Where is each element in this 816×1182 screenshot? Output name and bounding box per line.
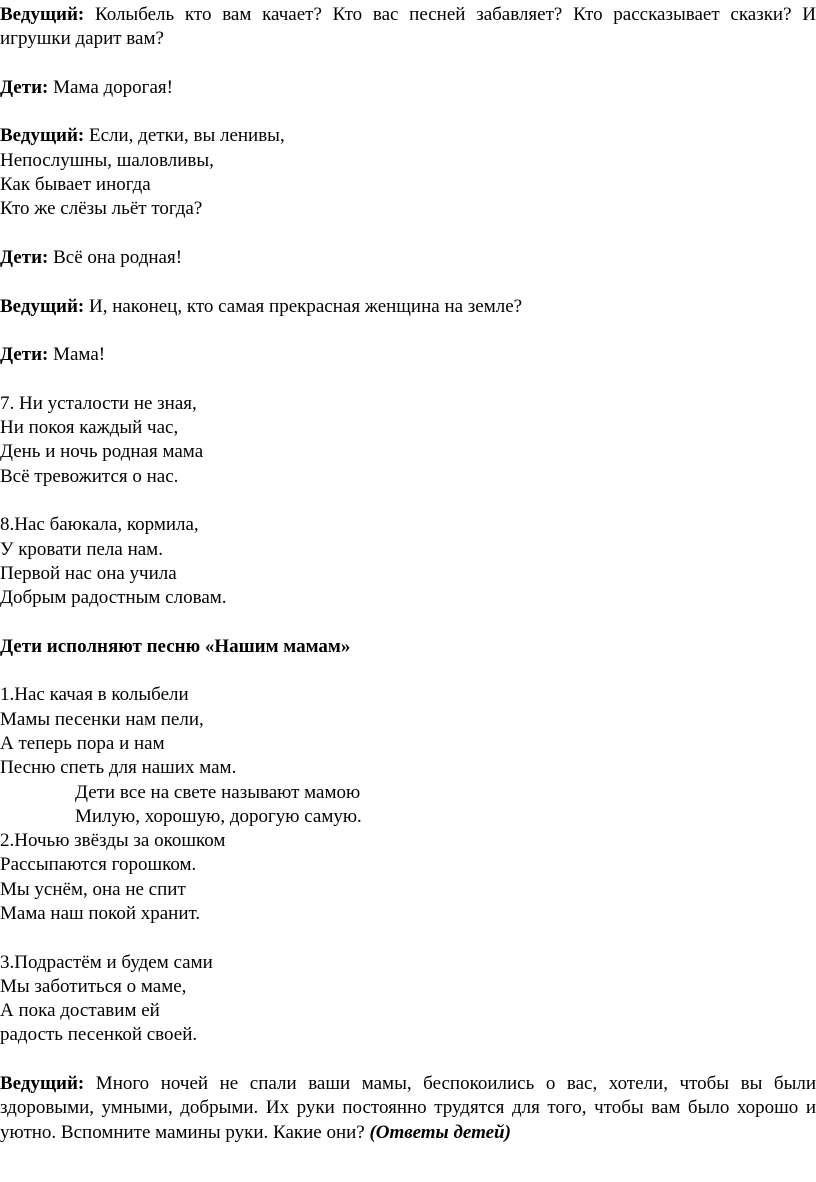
blank-line [0, 222, 816, 246]
paragraph-host-question [0, 3, 816, 52]
song-line: Мы заботиться о маме, [0, 975, 187, 997]
paragraph-text: Мама дорогая! [48, 76, 173, 98]
song-line: Мамы песенки нам пели, [0, 708, 204, 730]
blank-line [0, 610, 816, 634]
song-line: А теперь пора и нам [0, 732, 165, 754]
song-heading: Дети исполняют песню «Нашим мамам» [0, 635, 351, 657]
song-line: Мы уснём, она не спит [0, 878, 186, 900]
poem-line: Кто же слёзы льёт тогда? [0, 198, 203, 220]
song-verse-3 [0, 951, 816, 1048]
chorus-line: Дети все на свете называют мамою [75, 781, 361, 803]
song-chorus [0, 781, 816, 830]
speaker-label: Дети: [0, 344, 49, 366]
poem-line: Ведущий: Если, детки, вы ленивы, [0, 125, 285, 147]
song-line: Рассыпаются горошком. [0, 854, 197, 876]
speaker-label: Дети: [0, 76, 49, 98]
poem-line: 7. Ни усталости не зная, [0, 392, 197, 414]
poem-line: День и ночь родная мама [0, 441, 204, 463]
poem-line: Непослушны, шаловливы, [0, 149, 214, 171]
paragraph-text: Мама! [48, 344, 106, 366]
song-line: 1.Нас качая в колыбели [0, 684, 189, 706]
document-page [0, 3, 816, 1145]
speaker-label: Ведущий: [0, 1073, 85, 1095]
song-line: 3.Подрастём и будем сами [0, 951, 213, 973]
speaker-label: Ведущий: [0, 295, 85, 317]
poem-line: Первой нас она учила [0, 562, 177, 584]
song-line: А пока доставим ей [0, 1000, 160, 1022]
paragraph-children-answer [0, 343, 816, 367]
blank-line [0, 659, 816, 683]
stage-note: (Ответы детей) [369, 1121, 511, 1143]
blank-line [0, 100, 816, 124]
blank-line [0, 367, 816, 391]
poem-line: Всё тревожится о нас. [0, 465, 179, 487]
blank-line [0, 270, 816, 294]
song-line: Песню спеть для наших мам. [0, 757, 237, 779]
paragraph-children-answer [0, 76, 816, 100]
paragraph-host-poem [0, 124, 816, 221]
paragraph-text: Всё она родная! [48, 246, 183, 268]
poem-line: Как бывает иногда [0, 174, 151, 196]
poem-line: Добрым радостным словам. [0, 587, 227, 609]
paragraph-host-final [0, 1072, 816, 1145]
speaker-label: Дети: [0, 246, 49, 268]
paragraph-text: И, наконец, кто самая прекрасная женщина на земле? [84, 295, 523, 317]
song-line: Мама наш покой хранит. [0, 902, 201, 924]
blank-line [0, 926, 816, 950]
verse-8 [0, 513, 816, 610]
paragraph-children-answer [0, 246, 816, 270]
song-line: 2.Ночью звёзды за окошком [0, 830, 226, 852]
song-verse-1 [0, 683, 816, 780]
blank-line [0, 319, 816, 343]
paragraph-text: Много ночей не спали ваши мамы, беспокоились о вас, хотели, чтобы вы были здоровыми, умными, добрыми. Их руки постоянно трудятся для того, чтобы вам было хорошо и уютно. Вспомните мамины руки. Какие они? [0, 1073, 816, 1143]
blank-line [0, 489, 816, 513]
speaker-label: Ведущий: [0, 125, 85, 147]
poem-line: 8.Нас баюкала, кормила, [0, 514, 199, 536]
blank-line [0, 52, 816, 76]
song-verse-2 [0, 829, 816, 926]
blank-line [0, 1048, 816, 1072]
paragraph-text: Колыбель кто вам качает? Кто вас песней забавляет? Кто рассказывает сказки? И игрушки дарит вам? [0, 4, 816, 50]
chorus-line: Милую, хорошую, дорогую самую. [75, 805, 362, 827]
speaker-label: Ведущий: [0, 4, 85, 25]
poem-line: У кровати пела нам. [0, 538, 163, 560]
poem-line: Ни покоя каждый час, [0, 417, 179, 439]
song-line: радость песенкой своей. [0, 1024, 198, 1046]
verse-7 [0, 392, 816, 489]
paragraph-host-question [0, 295, 816, 319]
